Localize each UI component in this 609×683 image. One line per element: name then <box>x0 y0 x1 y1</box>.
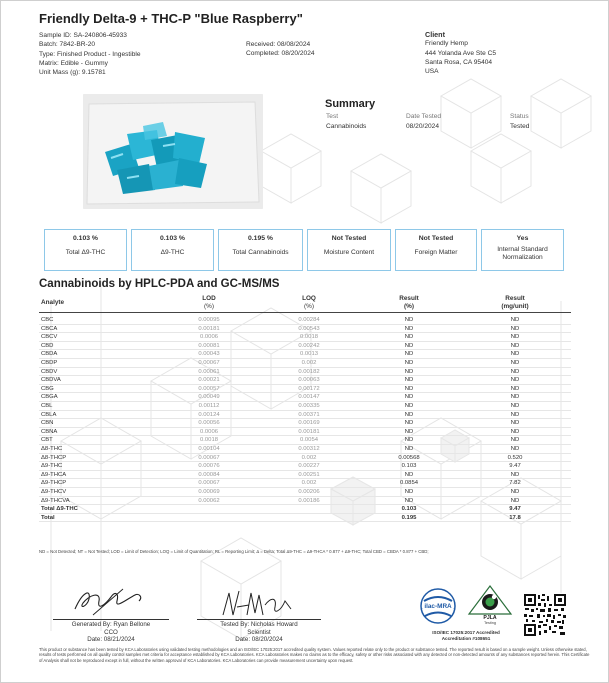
result-percent: ND <box>404 411 414 418</box>
lod-value: 0.00021 <box>198 377 220 384</box>
lod-value: 0.0018 <box>199 437 219 444</box>
summary-boxes <box>44 229 564 271</box>
analyte-name: Δ9-THCVA <box>41 497 70 504</box>
result-percent: ND <box>404 394 414 401</box>
loq-value: 0.00182 <box>298 368 320 375</box>
signer-2-title: Scientist <box>247 628 271 636</box>
result-mg: 7.82 <box>509 480 521 487</box>
pjla-triangle-icon <box>463 583 517 617</box>
result-mg: 17.8 <box>509 514 521 521</box>
result-percent: ND <box>404 471 414 478</box>
result-mg: ND <box>510 351 520 358</box>
table-row <box>39 471 571 480</box>
result-percent: ND <box>404 360 414 366</box>
cannabinoids-heading: Cannabinoids by HPLC-PDA and GC-MS/MS <box>39 278 280 290</box>
lod-value: 0.00084 <box>198 471 220 478</box>
lod-value: 0.0006 <box>199 334 219 341</box>
result-percent: 0.103 <box>401 463 417 470</box>
result-mg: ND <box>510 403 520 409</box>
analyte-name: Δ9-THC <box>41 463 63 470</box>
lod-value: 0.00104 <box>198 446 220 452</box>
lod-value: 0.00067 <box>198 360 220 366</box>
result-percent: 0.00568 <box>398 454 420 461</box>
header-result-mg: Result (mg/unit) <box>501 295 529 310</box>
client-block <box>425 30 496 76</box>
signer-1-date: Date: 08/21/2024 <box>87 636 135 644</box>
loq-value: 0.00543 <box>298 325 320 332</box>
analyte-name: CBDA <box>41 351 58 358</box>
analyte-name: CBDVA <box>41 377 61 384</box>
signature-line-2 <box>197 619 321 620</box>
result-percent: 0.103 <box>401 506 417 513</box>
result-mg: ND <box>510 497 520 504</box>
qr-code-icon <box>523 593 567 637</box>
summary-box-foreign-matter: Not Tested Foreign Matter <box>395 229 477 271</box>
lod-value: 0.00067 <box>198 454 220 461</box>
analyte-name: Δ8-THCP <box>41 454 67 461</box>
result-percent: ND <box>404 325 414 332</box>
lod-value: 0.00095 <box>198 317 220 323</box>
table-row <box>39 350 571 359</box>
lod-value: 0.00049 <box>198 394 220 401</box>
loq-value: 0.002 <box>301 480 317 487</box>
table-row <box>39 393 571 402</box>
summary-box-total-d9: 0.103 % Total Δ9-THC <box>44 229 127 271</box>
header-lod: LOD (%) <box>202 295 216 310</box>
gummy-image <box>83 94 263 209</box>
header-analyte: Analyte <box>41 299 65 306</box>
analyte-name: CBN <box>41 420 54 427</box>
client-country: USA <box>425 68 439 76</box>
result-percent: ND <box>404 342 414 349</box>
signature-block-2 <box>189 621 329 644</box>
product-photo <box>83 94 263 209</box>
summary-status-label: Status <box>510 113 529 120</box>
result-mg: ND <box>510 360 520 366</box>
result-percent: ND <box>404 497 414 504</box>
result-mg: ND <box>510 471 520 478</box>
table-total-row <box>39 514 571 523</box>
analyte-name: CBL <box>41 403 53 409</box>
table-row <box>39 411 571 420</box>
result-mg: ND <box>510 446 520 452</box>
table-row <box>39 445 571 454</box>
result-percent: 0.195 <box>401 514 417 521</box>
lod-value: 0.00061 <box>198 368 220 375</box>
result-percent: ND <box>404 351 414 358</box>
signer-2-name: Tested By: Nicholas Howard <box>220 621 298 628</box>
analyte-name: CBGA <box>41 394 58 401</box>
lod-value: 0.0006 <box>199 428 219 435</box>
loq-value: 0.00284 <box>298 317 320 323</box>
table-row <box>39 342 571 351</box>
table-row <box>39 497 571 506</box>
client-city: Santa Rosa, CA 95404 <box>425 58 493 66</box>
analyte-name: CBDV <box>41 368 58 375</box>
result-mg: ND <box>510 385 520 392</box>
loq-value: 0.0013 <box>299 351 319 358</box>
result-percent: ND <box>404 368 414 375</box>
summary-date-value: 08/20/2024 <box>406 122 440 130</box>
result-mg: ND <box>510 325 520 332</box>
result-mg: 0.520 <box>507 454 523 461</box>
result-mg: ND <box>510 420 520 427</box>
analyte-name: Δ9-THCV <box>41 489 67 495</box>
summary-test-value: Cannabinoids <box>326 122 367 130</box>
result-mg: 9.47 <box>509 463 521 470</box>
signer-2-date: Date: 08/20/2024 <box>235 636 283 644</box>
result-mg: ND <box>510 411 520 418</box>
analyte-name: CBCA <box>41 325 58 332</box>
analyte-name: CBC <box>41 317 54 323</box>
loq-value: 0.002 <box>301 454 317 461</box>
table-row <box>39 333 571 342</box>
loq-value: 0.00169 <box>298 420 320 427</box>
client-name: Friendly Hemp <box>425 40 468 48</box>
table-row <box>39 436 571 445</box>
loq-value: 0.00242 <box>298 342 320 349</box>
result-mg: ND <box>510 377 520 384</box>
result-percent: ND <box>404 385 414 392</box>
legal-disclaimer: This product or substance has been tested by KCA Laboratories using validated testing methodologies and an ISO/IEC 17025:2017 accredited quality system. Values reported relate only to the product or substance tested. The reported result is based on a sample weight. Unless otherwise stated, results of tests performed on all quality control samples met criteria for acceptance established by KCA Laboratories. KCA Laboratories makes no claims as to the efficacy, safety or other risks associated with any detected or non-detected amounts of any substances reported herein. This Certificate of Analysis shall not be reproduced except in full, without the written approval of KCA Laboratories. KCA Laboratories can provide measurement uncertainty upon request. <box>39 647 590 663</box>
completed-date: Completed: 08/20/2024 <box>246 50 315 58</box>
lod-value: 0.00043 <box>198 351 220 358</box>
analyte-name: Δ9-THCA <box>41 471 67 478</box>
lod-value: 0.00181 <box>198 325 220 332</box>
client-address: 444 Yolanda Ave Ste C5 <box>425 49 497 57</box>
analyte-name: Δ9-THCP <box>41 480 67 487</box>
lod-value: 0.00062 <box>198 497 220 504</box>
loq-value: 0.00312 <box>298 446 320 452</box>
table-row <box>39 488 571 497</box>
table-row <box>39 359 571 368</box>
result-mg: ND <box>510 317 520 323</box>
summary-box-moisture: Not Tested Moisture Content <box>307 229 391 271</box>
result-percent: ND <box>404 403 414 409</box>
lod-value: 0.00076 <box>198 463 220 470</box>
header-result-pct: Result (%) <box>399 295 419 310</box>
result-percent: ND <box>404 334 414 341</box>
result-mg: ND <box>510 394 520 401</box>
table-row <box>39 325 571 334</box>
signer-1-title: CCO <box>104 628 118 636</box>
loq-value: 0.00335 <box>298 403 320 409</box>
loq-value: 0.0018 <box>299 334 319 341</box>
client-label: Client <box>425 30 445 39</box>
analyte-name: CBLA <box>41 411 57 418</box>
analyte-name: CBCV <box>41 334 58 341</box>
summary-heading: Summary <box>325 98 376 110</box>
result-percent: ND <box>404 489 414 495</box>
loq-value: 0.00172 <box>298 385 320 392</box>
signature-line-1 <box>53 619 169 620</box>
table-row <box>39 385 571 394</box>
dates-block <box>246 40 315 59</box>
signature-block-1 <box>43 621 179 644</box>
result-percent: 0.0854 <box>399 480 419 487</box>
result-mg: ND <box>510 334 520 341</box>
summary-test-label: Test <box>326 113 339 120</box>
table-row <box>39 419 571 428</box>
lod-value: 0.00112 <box>198 403 220 409</box>
result-percent: ND <box>404 420 414 427</box>
signer-1-name: Generated By: Ryan Bellone <box>71 621 151 628</box>
loq-value: 0.00063 <box>298 377 320 384</box>
table-row <box>39 462 571 471</box>
loq-value: 0.00181 <box>298 428 320 435</box>
table-row <box>39 376 571 385</box>
result-mg: ND <box>510 437 520 444</box>
analyte-name: CBT <box>41 437 53 444</box>
analyte-name: Total Δ9-THC <box>41 506 78 513</box>
analyte-name: CBDP <box>41 360 58 366</box>
summary-box-d9: 0.103 % Δ9-THC <box>131 229 214 271</box>
sample-type: Type: Finished Product - Ingestible <box>39 50 141 58</box>
unit-mass: Unit Mass (g): 9.15781 <box>39 69 106 77</box>
analyte-name: CBD <box>41 342 54 349</box>
result-mg: ND <box>510 368 520 375</box>
matrix: Matrix: Edible - Gummy <box>39 59 108 67</box>
analyte-name: Total <box>41 514 55 521</box>
loq-value: 0.002 <box>301 360 317 366</box>
lod-value: 0.00069 <box>198 489 220 495</box>
batch: Batch: 7842-BR-20 <box>39 41 96 49</box>
cannabinoids-table-header <box>39 294 571 313</box>
result-mg: ND <box>510 489 520 495</box>
summary-box-total-cannabinoids: 0.195 % Total Cannabinoids <box>218 229 303 271</box>
signature-ryan-bellone <box>69 585 149 619</box>
result-mg: ND <box>510 428 520 435</box>
table-total-row <box>39 505 571 514</box>
header-loq: LOQ (%) <box>302 295 316 310</box>
sample-info <box>39 31 141 77</box>
analyte-name: CBG <box>41 385 54 392</box>
lod-value: 0.00057 <box>198 385 220 392</box>
sample-id: Sample ID: SA-240806-45933 <box>39 32 127 39</box>
result-percent: ND <box>404 446 414 452</box>
loq-value: 0.00251 <box>298 471 320 478</box>
result-percent: ND <box>404 317 414 323</box>
lod-value: 0.00081 <box>198 342 220 349</box>
table-row <box>39 479 571 488</box>
loq-value: 0.00186 <box>298 497 320 504</box>
lod-value: 0.00056 <box>198 420 220 427</box>
table-row <box>39 454 571 463</box>
summary-date-label: Date Tested <box>406 113 442 120</box>
summary-panel <box>325 98 565 130</box>
abbreviation-footnote: ND = Not Detected; NT = Not Tested; LOD = Limit of Detection; LOQ = Limit of Quantitation; RL = Reporting Limit; Δ = Delta; Total Δ9-THC = Δ9-THCA * 0.877 + Δ9-THC; Total CBD = CBDA * 0.877 + CBD; <box>39 549 429 554</box>
product-title: Friendly Delta-9 + THC-P "Blue Raspberry" <box>39 11 303 26</box>
result-percent: ND <box>404 377 414 384</box>
result-percent: ND <box>404 428 414 435</box>
loq-value: 0.00206 <box>298 489 320 495</box>
result-mg: 9.47 <box>509 506 521 513</box>
summary-box-normalization: Yes Internal Standard Normalization <box>481 229 564 271</box>
table-row <box>39 368 571 377</box>
received-date: Received: 08/08/2024 <box>246 41 311 48</box>
loq-value: 0.00227 <box>298 463 320 470</box>
loq-value: 0.0054 <box>299 437 319 444</box>
accreditation-text: ISO/IEC 17025:2017 Accredited Accreditation #108651 <box>432 630 500 641</box>
result-mg: ND <box>510 342 520 349</box>
result-percent: ND <box>404 437 414 444</box>
analyte-name: Δ8-THC <box>41 446 63 452</box>
lod-value: 0.00124 <box>198 411 220 418</box>
signature-nicholas-howard <box>215 587 299 621</box>
lod-value: 0.00067 <box>198 480 220 487</box>
table-row <box>39 428 571 437</box>
loq-value: 0.00371 <box>298 411 320 418</box>
analyte-name: CBNA <box>41 428 58 435</box>
table-row <box>39 316 571 325</box>
loq-value: 0.00147 <box>298 394 320 401</box>
ilac-mra-logo: ilac-MRA <box>419 587 457 625</box>
table-row <box>39 402 571 411</box>
pjla-logo: PJLA Testing <box>463 583 517 629</box>
summary-status-value: Tested <box>510 122 530 130</box>
